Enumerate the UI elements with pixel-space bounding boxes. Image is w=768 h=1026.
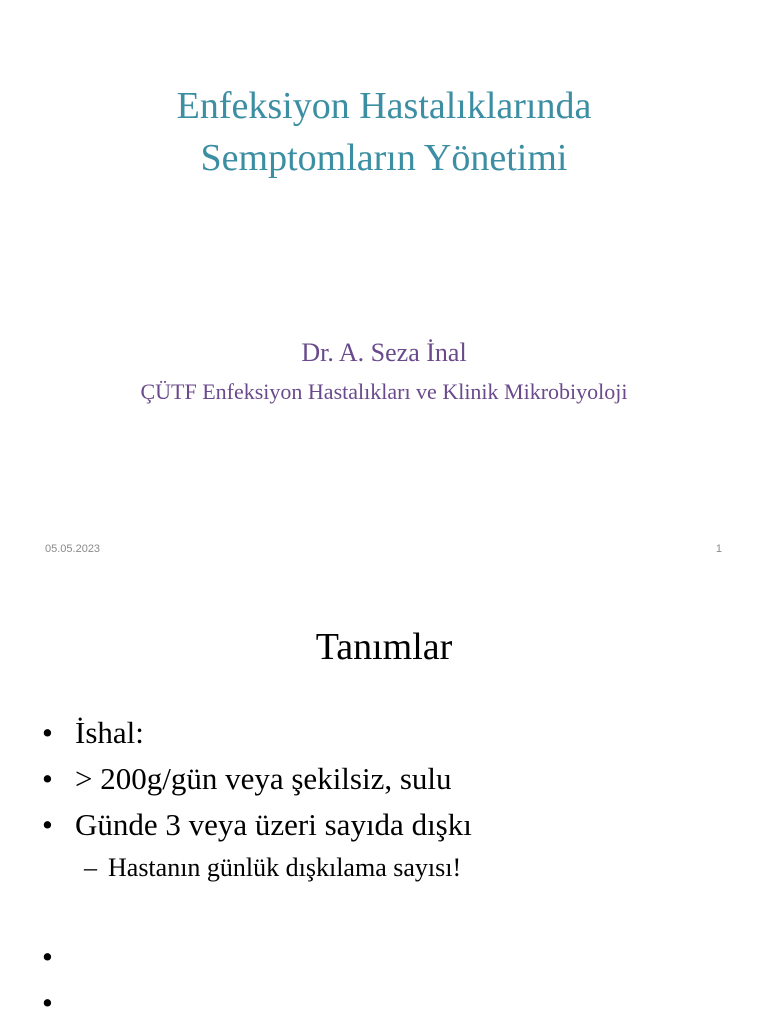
list-item-empty — [0, 980, 768, 1026]
title-line-1: Enfeksiyon Hastalıklarında — [176, 85, 592, 127]
definitions-slide — [0, 576, 768, 1024]
author-name: Dr. A. Seza İnal — [301, 338, 467, 367]
sub-bullet-marker: – — [84, 853, 97, 882]
title-line-2: Semptomların Yönetimi — [200, 137, 568, 179]
list-item — [0, 802, 768, 848]
list-item-empty — [0, 934, 768, 980]
page-number: 1 — [715, 543, 722, 555]
bullet-text: > 200g/gün veya şekilsiz, sulu — [75, 761, 452, 796]
list-item — [0, 710, 768, 756]
bullet-marker: • — [42, 807, 53, 842]
author-affiliation: ÇÜTF Enfeksiyon Hastalıkları ve Klinik Mikrobiyoloji — [140, 379, 628, 404]
bullet-marker: • — [42, 985, 53, 1020]
list-item — [0, 756, 768, 802]
bullet-text: İshal: — [75, 715, 144, 750]
bullet-text: Günde 3 veya üzeri sayıda dışkı — [75, 807, 472, 842]
slide-title: Tanımlar — [315, 626, 453, 668]
bullet-list — [0, 710, 768, 1026]
slide-title — [0, 80, 768, 184]
list-spacer — [0, 888, 768, 934]
sub-bullet-text: Hastanın günlük dışkılama sayısı! — [108, 853, 462, 882]
bullet-marker: • — [42, 939, 53, 974]
footer-date: 05.05.2023 — [45, 543, 101, 555]
bullet-marker: • — [42, 715, 53, 750]
sub-list-item — [0, 848, 768, 888]
bullet-marker: • — [42, 761, 53, 796]
